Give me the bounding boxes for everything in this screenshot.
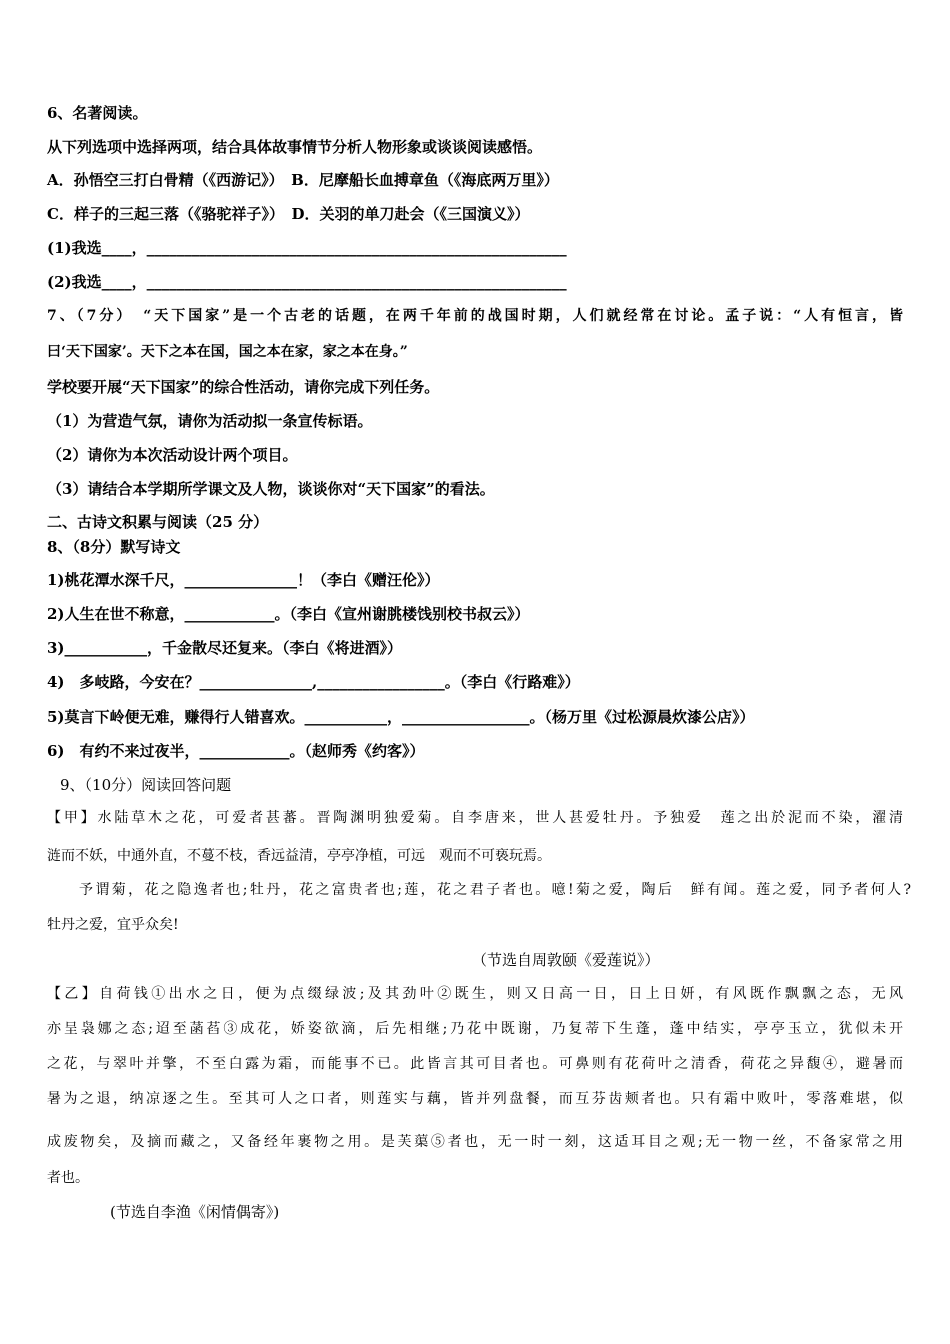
q7-task-3: （3）请结合本学期所学课文及人物，谈谈你对“天下国家”的看法。 (47, 480, 495, 498)
q7-line-2: 曰‘天下国家’。天下之本在国，国之本在家，家之本在身。” (47, 344, 408, 360)
q7-task-2: （2）请你为本次活动设计两个项目。 (47, 446, 298, 464)
q6-answer-2: (2)我选____，________________________________________________________ (47, 273, 567, 291)
yi-paragraph-line-6: 者也。 (47, 1170, 89, 1186)
q6-instruction: 从下列选项中选择两项，结合具体故事情节分析人物形象或谈谈阅读感悟。 (47, 138, 543, 156)
q7-task-1: （1）为营造气氛，请你为活动拟一条宣传标语。 (47, 412, 373, 430)
q7-line-3: 学校要开展“天下国家”的综合性活动，请你完成下列任务。 (47, 378, 440, 396)
jia-paragraph-line-1: 【甲】水陆草木之花，可爱者甚蕃。晋陶渊明独爱菊。自李唐来，世人甚爱牡丹。予独爱 莲之出於泥而不染，濯清 (47, 810, 903, 826)
q7-line-1: 7、（7分） “天下国家”是一个古老的话题，在两千年前的战国时期，人们就经常在讨论。孟子说：“人有恒言，皆 (47, 308, 903, 324)
q8-item-1: 1)桃花潭水深千尺，_______________！（李白《赠汪伦》） (47, 571, 440, 589)
jia-paragraph2-line-1: 予谓菊，花之隐逸者也;牡丹，花之富贵者也;莲，花之君子者也。噫!菊之爱，陶后 鲜有闻。莲之爱，同予者何人? (79, 882, 911, 898)
q6-answer-1: (1)我选____，________________________________________________________ (47, 239, 567, 257)
yi-source: (节选自李渔《闲情偶寄》) (110, 1203, 280, 1221)
q6-options-cd: C．样子的三起三落（《骆驼祥子》） D．关羽的单刀赴会（《三国演义》） (47, 205, 530, 223)
q6-options-ab: A．孙悟空三打白骨精（《西游记》） B．尼摩船长血搏章鱼（《海底两万里》） (47, 171, 559, 189)
q8-item-5: 5)莫言下岭便无难，赚得行人错喜欢。___________，_________________。（杨万里《过松源晨炊漆公店》） (47, 708, 755, 726)
q8-item-4: 4) 多岐路，今安在？_______________,_________________。（李白《行路难》） (47, 673, 580, 691)
q8-item-3: 3)___________，千金散尽还复来。（李白《将进酒》） (47, 639, 403, 657)
yi-paragraph-line-2: 亦呈袅娜之态;迢至菡萏③成花，娇姿欲滴，后先相继;乃花中既谢，乃复蒂下生蓬，蓬中结实，亭亭玉立，犹似未开 (47, 1021, 903, 1037)
jia-source: （节选自周敦颐《爱莲说》） (472, 951, 660, 969)
q6-title: 6、名著阅读。 (47, 104, 148, 122)
jia-paragraph2-line-2: 牡丹之爱，宜乎众矣! (47, 917, 179, 933)
q9-title: 9、（10分）阅读回答问题 (60, 776, 232, 794)
q8-item-2: 2)人生在世不称意，____________。（李白《宣州谢朓楼饯别校书叔云》） (47, 605, 530, 623)
yi-paragraph-line-4: 暑为之退，纳凉逐之生。至其可人之口者，则莲实与藕，皆并列盘餐，而互芬齿颊者也。只有霜中败叶，零落难堪，似 (47, 1091, 903, 1107)
q8-item-6: 6) 有约不来过夜半，____________。（赵师秀《约客》） (47, 742, 425, 760)
q8-title: 8、（8分）默写诗文 (47, 538, 181, 556)
yi-paragraph-line-1: 【乙】自荷钱①出水之日，便为点缀绿波;及其劲叶②既生，则又日高一日，日上日妍，有风既作飘飘之态，无风 (47, 986, 903, 1002)
section-2-heading: 二、古诗文积累与阅读（25 分） (47, 513, 269, 531)
yi-paragraph-line-5: 成废物矣，及摘而藏之，又备经年裹物之用。是芙蕖⑤者也，无一时一刻，这适耳目之观;无一物一丝，不备家常之用 (47, 1134, 903, 1150)
yi-paragraph-line-3: 之花，与翠叶并擎，不至白露为霜，而能事不已。此皆言其可目者也。可鼻则有花荷叶之清香，荷花之异馥④，避暑而 (47, 1056, 903, 1072)
jia-paragraph-line-2: 涟而不妖，中通外直，不蔓不枝，香远益清，亭亭净植，可远 观而不可亵玩焉。 (47, 848, 551, 864)
